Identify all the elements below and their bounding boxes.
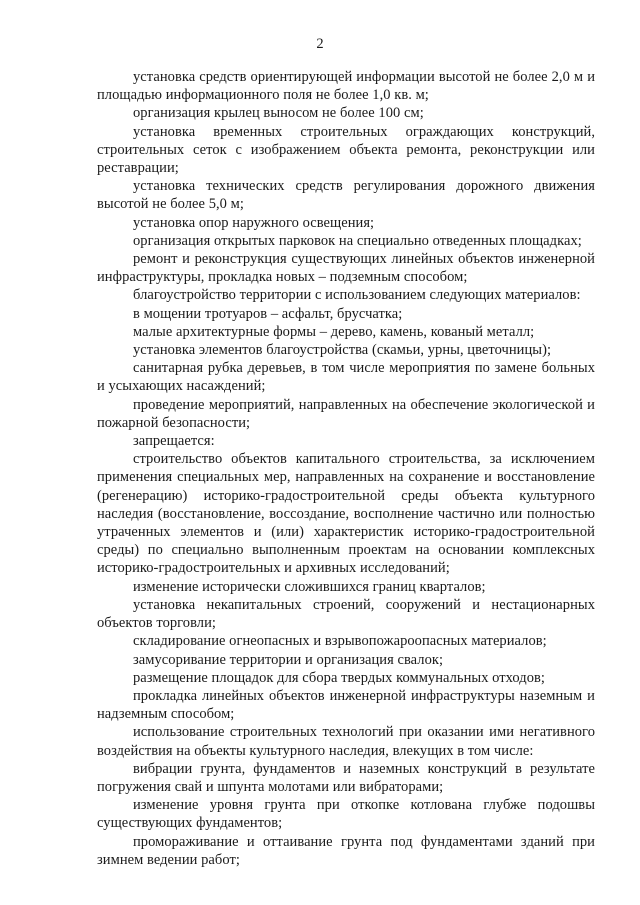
paragraph: установка опор наружного освещения; <box>133 214 375 231</box>
paragraph: организация открытых парковок на специально отведенных площадках; <box>133 232 582 249</box>
paragraph: ремонт и реконструкция существующих линейных объектов инженерной инфраструктуры, прокладка новых – подземным способом; <box>97 251 595 286</box>
paragraph-heading: запрещается: <box>133 433 215 450</box>
paragraph: проведение мероприятий, направленных на обеспечение экологической и пожарной безопасности; <box>97 396 595 431</box>
paragraph: установка элементов благоустройства (скамьи, урны, цветочницы); <box>133 342 552 359</box>
document-body <box>97 68 595 869</box>
paragraph: изменение исторически сложившихся границ кварталов; <box>133 578 486 595</box>
paragraph: малые архитектурные формы – дерево, камень, кованый металл; <box>133 323 535 340</box>
paragraph: санитарная рубка деревьев, в том числе мероприятия по замене больных и усыхающих насаждений; <box>97 360 595 395</box>
paragraph: прокладка линейных объектов инженерной инфраструктуры наземным и надземным способом; <box>97 687 595 723</box>
paragraph: в мощении тротуаров – асфальт, брусчатка; <box>133 305 403 322</box>
paragraph: строительство объектов капитального строительства, за исключением применения специальных мер, направленных на сохранение и восстановление (регенерацию) историко-градостроительной среды объекта культурного наследия (восстановление, воссоздание, восполнение частично или полностью утраченных элементов и (или) характеристик историко-градостроительной среды) по специально выполненным проектам на основании комплексных историко-градостроительных и архивных исследований; <box>97 451 595 577</box>
paragraph: использование строительных технологий при оказании ими негативного воздействия на объекты культурного наследия, влекущих в том числе: <box>97 724 595 759</box>
paragraph: установка средств ориентирующей информации высотой не более 2,0 м и площадью информационного поля не более 1,0 кв. м; <box>97 69 595 104</box>
paragraph: промораживание и оттаивание грунта под фундаментами зданий при зимнем ведении работ; <box>97 833 595 868</box>
paragraph: установка технических средств регулирования дорожного движения высотой не более 5,0 м; <box>97 178 595 213</box>
paragraph: изменение уровня грунта при откопке котлована глубже подошвы существующих фундаментов; <box>97 797 595 832</box>
paragraph: размещение площадок для сбора твердых коммунальных отходов; <box>133 669 546 686</box>
paragraph: благоустройство территории с использованием следующих материалов: <box>133 287 581 304</box>
paragraph: установка временных строительных ограждающих конструкций, строительных сеток с изображением объекта ремонта, реконструкции или реставрации; <box>97 123 595 177</box>
paragraph: организация крылец выносом не более 100 см; <box>133 105 424 122</box>
paragraph: замусоривание территории и организация свалок; <box>133 651 444 668</box>
paragraph: складирование огнеопасных и взрывопожароопасных материалов; <box>133 633 547 650</box>
page-number: 2 <box>316 36 324 52</box>
paragraph: вибрации грунта, фундаментов и наземных конструкций в результате погружения свай и шпунта молотами или вибраторами; <box>97 760 595 795</box>
paragraph: установка некапитальных строений, сооружений и нестационарных объектов торговли; <box>97 596 595 632</box>
